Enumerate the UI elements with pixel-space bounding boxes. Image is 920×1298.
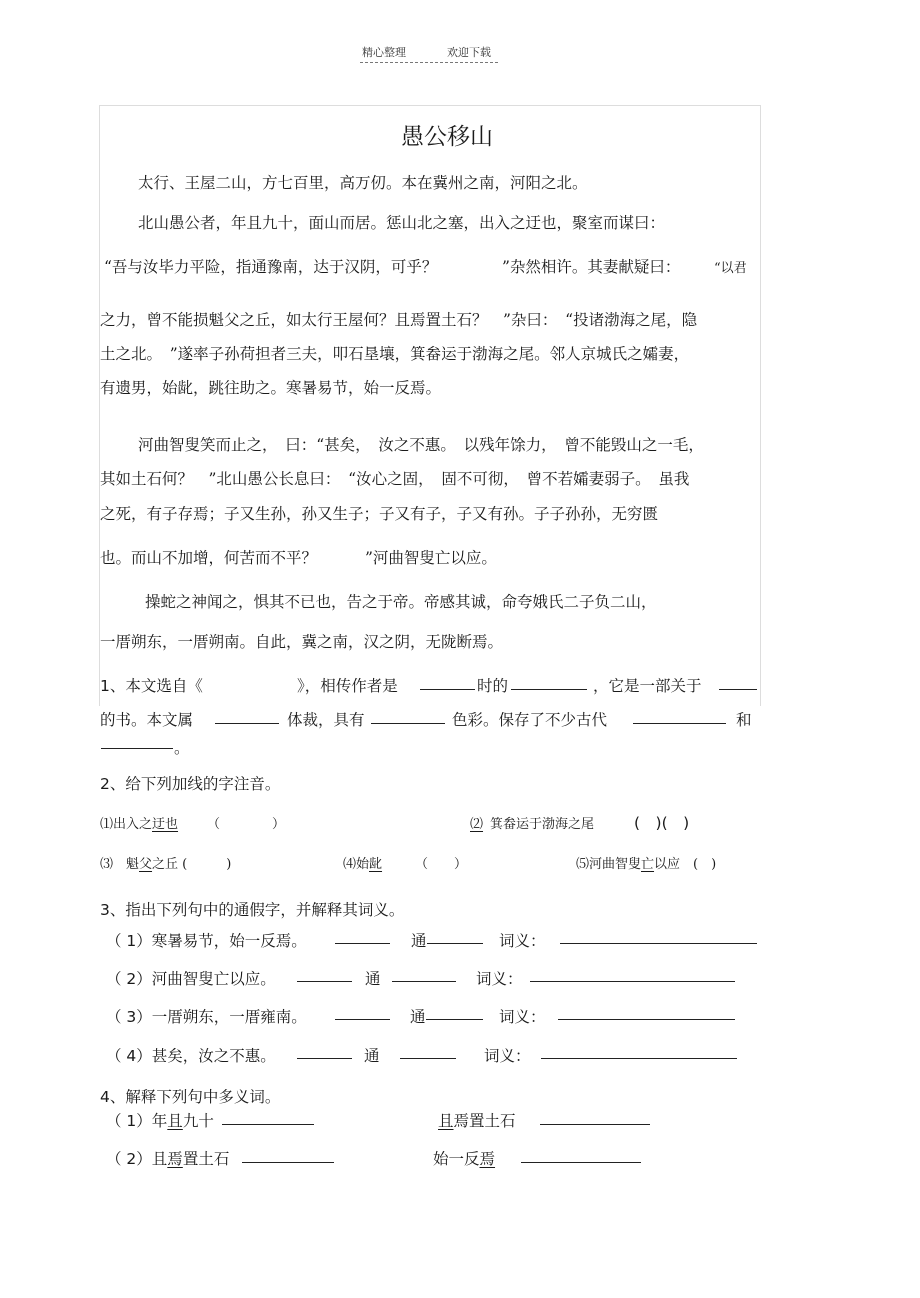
q4-title: 4、解释下列句中多义词。 [100, 1088, 281, 1106]
q4-underlined: 焉 [479, 1150, 496, 1168]
q2-title: 2、给下列加线的字注音。 [100, 775, 281, 793]
passage-line: “以君 [714, 261, 747, 276]
q1-blank-genre[interactable] [215, 723, 279, 724]
q1-blank-color[interactable] [371, 723, 445, 724]
q3-ci-label: 词义： [484, 1047, 531, 1065]
q4-text: 置土石 [182, 1150, 230, 1168]
q4-blank-1a[interactable] [222, 1124, 314, 1125]
q4-text: （ 2）且 [106, 1150, 168, 1168]
q2-item-3-paren[interactable]: 之丘 ( ) [152, 857, 232, 872]
q3-tong-label: 通 [365, 970, 381, 988]
passage-line: 之力，曾不能损魁父之丘，如太行王屋何？且焉置土石？ ”杂曰： “投诸渤海之尾，隐 [100, 311, 698, 329]
q1-text: 。 [174, 739, 190, 757]
q1-blank-ancient-1[interactable] [633, 723, 726, 724]
q3-tong-label: 通 [410, 1008, 426, 1026]
q2-item-1-underlined: 迂也 [152, 817, 179, 832]
passage-line: 太行、王屋二山，方七百里，高万仞。本在冀州之南，河阳之北。 [138, 174, 588, 192]
passage-line: “吾与汝毕力平险，指通豫南，达于汉阴，可乎？ [104, 258, 438, 276]
q1-text: 和 [736, 711, 752, 729]
q2-item-1-text: ⑴出入之 [100, 817, 153, 832]
q3-sentence: （ 1）寒暑易节，始一反焉。 [106, 932, 307, 950]
q3-blank-tong[interactable] [400, 1058, 456, 1059]
q4-text: （ 1）年 [106, 1112, 168, 1130]
q4-blank-1b[interactable] [540, 1124, 650, 1125]
q1-blank-ancient-2[interactable] [101, 748, 173, 749]
q1-text: 时的 [477, 677, 509, 695]
passage-line: 北山愚公者，年且九十，面山而居。惩山北之塞，出入之迂也，聚室而谋曰： [138, 214, 666, 232]
q3-title: 3、指出下列句中的通假字，并解释其词义。 [100, 901, 405, 919]
q3-blank-tong[interactable] [426, 1019, 483, 1020]
q4-row-1-right [438, 1109, 516, 1131]
q1-text: 》，相传作者是 [297, 677, 398, 695]
q2-item-5-paren[interactable]: 以应 ( ) [654, 857, 717, 872]
q3-blank-meaning[interactable] [530, 981, 735, 982]
q1-text: 体裁，具有 [287, 711, 365, 729]
passage-line: 也。而山不加增，何苦而不平？ [100, 549, 318, 567]
q4-underlined: 且 [438, 1112, 454, 1130]
header-right-text: 欢迎下载 [447, 46, 491, 59]
q3-blank-char[interactable] [335, 943, 390, 944]
q3-blank-tong[interactable] [427, 943, 483, 944]
q3-blank-char[interactable] [335, 1019, 390, 1020]
header-dashed-rule [360, 62, 498, 63]
q3-sentence: （ 2）河曲智叟亡以应。 [106, 970, 276, 988]
q1-blank-author[interactable] [420, 689, 475, 690]
q4-underlined: 且 [167, 1112, 183, 1130]
q2-item-5 [576, 853, 716, 872]
q2-item-3 [100, 853, 231, 872]
q1-text: 的书。本文属 [100, 711, 194, 729]
q4-text: 九十 [182, 1112, 214, 1130]
q2-item-4-paren[interactable]: （ ） [415, 857, 468, 872]
passage-line: 河曲智叟笑而止之， 曰：“甚矣， 汝之不惠。 以残年馀力， 曾不能毁山之一毛， [138, 436, 704, 454]
q2-item-3-text: ⑶ 魁 [100, 857, 140, 872]
q3-blank-char[interactable] [297, 981, 352, 982]
q2-item-1-paren[interactable]: （ ） [207, 817, 286, 832]
q2-item-1 [100, 813, 178, 832]
q4-underlined: 焉 [167, 1150, 183, 1168]
q3-tong-label: 通 [411, 932, 427, 950]
q2-item-4 [343, 853, 382, 872]
q2-item-5-text: ⑸河曲智叟 [576, 857, 642, 872]
q2-item-5-underlined: 亡 [641, 857, 655, 872]
q2-item-2-text: 箕畚运于渤海之尾 [490, 817, 595, 832]
passage-line: 有遗男，始龀，跳往助之。寒暑易节，始一反焉。 [100, 379, 442, 397]
passage-line: 操蛇之神闻之，惧其不已也，告之于帝。帝感其诚，命夸娥氏二子负二山， [145, 593, 657, 611]
q1-text: ，它是一部关于 [593, 677, 702, 695]
passage-line: ”河曲智叟亡以应。 [365, 549, 497, 567]
header-left-text: 精心整理 [362, 46, 406, 59]
passage-line: ”杂然相许。其妻献疑曰： [502, 258, 681, 276]
page-title: 愚公移山 [401, 124, 493, 150]
q4-row-1-left [106, 1109, 214, 1131]
q3-blank-char[interactable] [297, 1058, 352, 1059]
q2-item-4-text: ⑷始 [343, 857, 370, 872]
q2-item-2-paren[interactable]: ( )( ) [634, 814, 690, 832]
q3-tong-label: 通 [364, 1047, 380, 1065]
q2-item-2-marker: ⑵ [470, 817, 484, 832]
q2-item-4-underlined: 龀 [369, 857, 383, 872]
q3-sentence: （ 4）甚矣，汝之不惠。 [106, 1047, 276, 1065]
q1-blank-subject[interactable] [719, 689, 757, 690]
q3-blank-meaning[interactable] [558, 1019, 735, 1020]
passage-frame [99, 105, 761, 706]
q2-item-3-underlined: 父 [139, 857, 153, 872]
passage-line: 一厝朔东，一厝朔南。自此，冀之南，汉之阴，无陇断焉。 [100, 633, 504, 651]
q4-blank-2a[interactable] [242, 1162, 334, 1163]
q3-sentence: （ 3）一厝朔东，一厝雍南。 [106, 1008, 307, 1026]
q1-blank-era[interactable] [511, 689, 587, 690]
q1-text: 色彩。保存了不少古代 [452, 711, 608, 729]
q4-text: 焉置土石 [453, 1112, 516, 1130]
q3-ci-label: 词义： [476, 970, 523, 988]
q3-ci-label: 词义： [499, 1008, 546, 1026]
q3-blank-meaning[interactable] [560, 943, 757, 944]
passage-line: 其如土石何？ ”北山愚公长息曰： “汝心之固， 固不可彻， 曾不若孀妻弱子。 虽我 [100, 470, 690, 488]
q3-blank-meaning[interactable] [541, 1058, 737, 1059]
q3-blank-tong[interactable] [392, 981, 456, 982]
q1-text: 1、本文选自《 [100, 677, 203, 695]
passage-line: 土之北。 ”遂率子孙荷担者三夫，叩石垦壤，箕畚运于渤海之尾。邻人京城氏之孀妻， [100, 345, 690, 363]
q3-ci-label: 词义： [499, 932, 546, 950]
passage-line: 之死，有子存焉；子又生孙，孙又生子；子又有子，子又有孙。子子孙孙，无穷匮 [100, 505, 659, 523]
q4-blank-2b[interactable] [521, 1162, 641, 1163]
q4-row-2-right [433, 1147, 495, 1169]
q4-row-2-left [106, 1147, 229, 1169]
q4-text: 始一反 [433, 1150, 480, 1168]
